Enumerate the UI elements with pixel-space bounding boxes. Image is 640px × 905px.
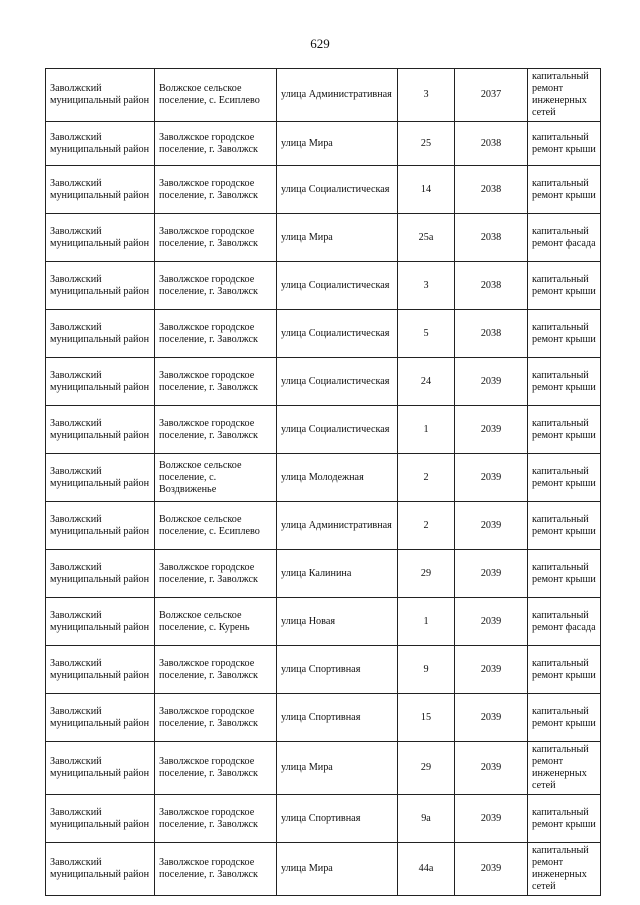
house-number-cell: 25	[398, 122, 455, 166]
work-type-cell: капитальный ремонт крыши	[528, 262, 601, 310]
year-cell: 2039	[455, 742, 528, 795]
house-number-cell: 29	[398, 742, 455, 795]
house-number-cell: 3	[398, 69, 455, 122]
table-row	[46, 69, 601, 122]
settlement-cell: Волжское сельское поселение, с. Есиплево	[155, 69, 277, 122]
year-cell: 2039	[455, 598, 528, 646]
work-type-cell: капитальный ремонт инженерных сетей	[528, 69, 601, 122]
work-type-cell: капитальный ремонт крыши	[528, 694, 601, 742]
house-number-cell: 24	[398, 358, 455, 406]
street-cell: улица Мира	[277, 843, 398, 896]
table-row	[46, 122, 601, 166]
work-type-cell: капитальный ремонт крыши	[528, 454, 601, 502]
house-number-cell: 5	[398, 310, 455, 358]
district-cell: Заволжский муниципальный район	[46, 406, 155, 454]
district-cell: Заволжский муниципальный район	[46, 646, 155, 694]
work-type-cell: капитальный ремонт крыши	[528, 358, 601, 406]
house-number-cell: 1	[398, 598, 455, 646]
street-cell: улица Административная	[277, 502, 398, 550]
table-row	[46, 406, 601, 454]
year-cell: 2038	[455, 262, 528, 310]
settlement-cell: Заволжское городское поселение, г. Заволжск	[155, 358, 277, 406]
street-cell: улица Новая	[277, 598, 398, 646]
district-cell: Заволжский муниципальный район	[46, 214, 155, 262]
table-row	[46, 214, 601, 262]
house-number-cell: 14	[398, 166, 455, 214]
district-cell: Заволжский муниципальный район	[46, 166, 155, 214]
table-row	[46, 646, 601, 694]
table-row	[46, 454, 601, 502]
table-row	[46, 694, 601, 742]
settlement-cell: Волжское сельское поселение, с. Курень	[155, 598, 277, 646]
house-number-cell: 44а	[398, 843, 455, 896]
house-number-cell: 9	[398, 646, 455, 694]
table-row	[46, 166, 601, 214]
table-row	[46, 843, 601, 896]
work-type-cell: капитальный ремонт крыши	[528, 646, 601, 694]
work-type-cell: капитальный ремонт крыши	[528, 550, 601, 598]
street-cell: улица Молодежная	[277, 454, 398, 502]
street-cell: улица Социалистическая	[277, 406, 398, 454]
work-type-cell: капитальный ремонт крыши	[528, 406, 601, 454]
street-cell: улица Спортивная	[277, 646, 398, 694]
year-cell: 2039	[455, 550, 528, 598]
work-type-cell: капитальный ремонт крыши	[528, 122, 601, 166]
settlement-cell: Заволжское городское поселение, г. Заволжск	[155, 550, 277, 598]
settlement-cell: Заволжское городское поселение, г. Заволжск	[155, 795, 277, 843]
district-cell: Заволжский муниципальный район	[46, 69, 155, 122]
district-cell: Заволжский муниципальный район	[46, 742, 155, 795]
settlement-cell: Заволжское городское поселение, г. Заволжск	[155, 646, 277, 694]
table-row	[46, 358, 601, 406]
house-number-cell: 29	[398, 550, 455, 598]
district-cell: Заволжский муниципальный район	[46, 122, 155, 166]
street-cell: улица Калинина	[277, 550, 398, 598]
year-cell: 2037	[455, 69, 528, 122]
year-cell: 2039	[455, 358, 528, 406]
settlement-cell: Заволжское городское поселение, г. Заволжск	[155, 742, 277, 795]
house-number-cell: 1	[398, 406, 455, 454]
street-cell: улица Социалистическая	[277, 166, 398, 214]
district-cell: Заволжский муниципальный район	[46, 795, 155, 843]
street-cell: улица Социалистическая	[277, 262, 398, 310]
year-cell: 2038	[455, 166, 528, 214]
table-row	[46, 310, 601, 358]
work-type-cell: капитальный ремонт инженерных сетей	[528, 742, 601, 795]
street-cell: улица Мира	[277, 214, 398, 262]
district-cell: Заволжский муниципальный район	[46, 502, 155, 550]
settlement-cell: Заволжское городское поселение, г. Заволжск	[155, 166, 277, 214]
street-cell: улица Спортивная	[277, 795, 398, 843]
street-cell: улица Социалистическая	[277, 310, 398, 358]
house-number-cell: 25а	[398, 214, 455, 262]
year-cell: 2038	[455, 214, 528, 262]
table-row	[46, 742, 601, 795]
table-row	[46, 795, 601, 843]
street-cell: улица Спортивная	[277, 694, 398, 742]
house-number-cell: 3	[398, 262, 455, 310]
district-cell: Заволжский муниципальный район	[46, 358, 155, 406]
street-cell: улица Мира	[277, 122, 398, 166]
year-cell: 2039	[455, 795, 528, 843]
house-number-cell: 15	[398, 694, 455, 742]
settlement-cell: Заволжское городское поселение, г. Заволжск	[155, 694, 277, 742]
settlement-cell: Волжское сельское поселение, с. Есиплево	[155, 502, 277, 550]
house-number-cell: 9а	[398, 795, 455, 843]
district-cell: Заволжский муниципальный район	[46, 843, 155, 896]
settlement-cell: Заволжское городское поселение, г. Заволжск	[155, 310, 277, 358]
year-cell: 2039	[455, 694, 528, 742]
settlement-cell: Волжское сельское поселение, с. Воздвиженье	[155, 454, 277, 502]
work-type-cell: капитальный ремонт крыши	[528, 795, 601, 843]
table-row	[46, 502, 601, 550]
settlement-cell: Заволжское городское поселение, г. Заволжск	[155, 122, 277, 166]
table-row	[46, 262, 601, 310]
work-type-cell: капитальный ремонт фасада	[528, 214, 601, 262]
street-cell: улица Административная	[277, 69, 398, 122]
work-type-cell: капитальный ремонт фасада	[528, 598, 601, 646]
year-cell: 2039	[455, 843, 528, 896]
housing-repair-table	[45, 68, 601, 896]
district-cell: Заволжский муниципальный район	[46, 694, 155, 742]
work-type-cell: капитальный ремонт крыши	[528, 310, 601, 358]
year-cell: 2039	[455, 454, 528, 502]
year-cell: 2039	[455, 646, 528, 694]
work-type-cell: капитальный ремонт крыши	[528, 502, 601, 550]
street-cell: улица Мира	[277, 742, 398, 795]
district-cell: Заволжский муниципальный район	[46, 262, 155, 310]
settlement-cell: Заволжское городское поселение, г. Заволжск	[155, 843, 277, 896]
house-number-cell: 2	[398, 502, 455, 550]
district-cell: Заволжский муниципальный район	[46, 310, 155, 358]
district-cell: Заволжский муниципальный район	[46, 550, 155, 598]
table-row	[46, 598, 601, 646]
year-cell: 2038	[455, 310, 528, 358]
settlement-cell: Заволжское городское поселение, г. Заволжск	[155, 262, 277, 310]
house-number-cell: 2	[398, 454, 455, 502]
work-type-cell: капитальный ремонт крыши	[528, 166, 601, 214]
year-cell: 2039	[455, 406, 528, 454]
year-cell: 2038	[455, 122, 528, 166]
table-row	[46, 550, 601, 598]
year-cell: 2039	[455, 502, 528, 550]
settlement-cell: Заволжское городское поселение, г. Заволжск	[155, 214, 277, 262]
settlement-cell: Заволжское городское поселение, г. Заволжск	[155, 406, 277, 454]
district-cell: Заволжский муниципальный район	[46, 598, 155, 646]
district-cell: Заволжский муниципальный район	[46, 454, 155, 502]
page-number: 629	[310, 36, 330, 51]
street-cell: улица Социалистическая	[277, 358, 398, 406]
work-type-cell: капитальный ремонт инженерных сетей	[528, 843, 601, 896]
